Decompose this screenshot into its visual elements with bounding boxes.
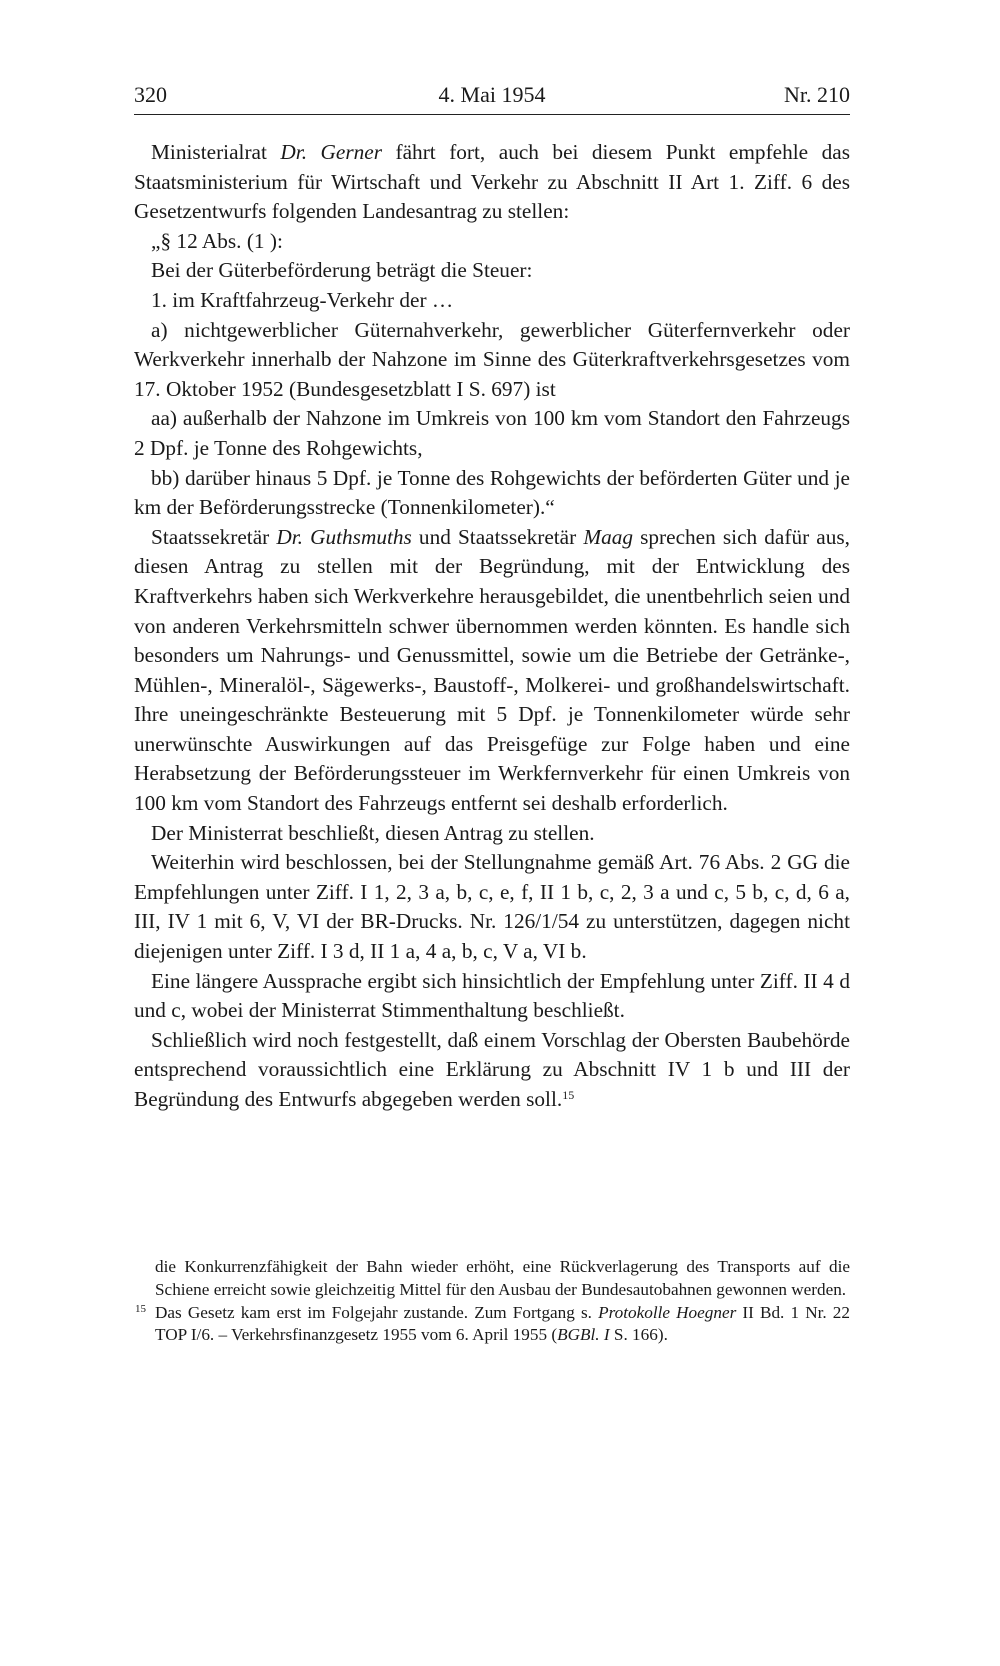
footnote-number: 15 bbox=[135, 1302, 146, 1315]
quote-line: 1. im Kraftfahrzeug-Verkehr der … bbox=[151, 287, 454, 312]
footnote-continuation: die Konkurrenzfähigkeit der Bahn wieder erhöht, eine Rückverlagerung des Transports auf die Schiene erreicht sowie gleichzeitig Mittel für den Ausbau der Bundesautobahnen gewonnen werden. bbox=[155, 1257, 850, 1299]
text-run: Staatssekretär bbox=[151, 524, 277, 549]
text-run: Schließlich wird noch festgestellt, daß einem Vorschlag der Obersten Baubehörde entsprechend voraussichtlich eine Erklärung zu Abschnitt IV 1 b und III der Begründung des Entwurfs abgegeben werden soll. bbox=[134, 1027, 850, 1111]
quote-line: Bei der Güterbeförderung beträgt die Steuer: bbox=[151, 258, 533, 283]
footnote-reference[interactable]: 15 bbox=[562, 1087, 575, 1102]
citation-title: Protokolle Hoegner bbox=[598, 1302, 737, 1322]
page-number: 320 bbox=[134, 82, 167, 107]
quote-item-bb: bb) darüber hinaus 5 Dpf. je Tonne des Rohgewichts der beförderten Güter und je km der Beförderungsstrecke (Tonnenkilometer).“ bbox=[134, 465, 850, 520]
footnote-text bbox=[155, 1302, 850, 1348]
running-header bbox=[134, 80, 850, 110]
footnotes bbox=[135, 1256, 850, 1347]
quote-line: „§ 12 Abs. (1 ): bbox=[151, 228, 283, 253]
text-run: sprechen sich dafür aus, diesen Antrag zu stellen mit der Begründung, mit der Entwicklung des Kraftverkehrs haben sich Werkverkehre herausgebildet, die unentbehrlich seien und von anderen Verkehrsmitteln schwer übernommen werden könnten. Es handle sich besonders um Nahrungs- und Genussmittel, sowie um die Betriebe der Getränke-, Mühlen-, Mineralöl-, Sägewerks-, Baustoff-, Molkerei- und großhandelswirtschaft. Ihre uneingeschränkte Besteuerung mit 5 Dpf. je Tonnenkilometer würde sehr unerwünschte Auswirkungen auf das Preisgefüge zur Folge haben und eine Herabsetzung der Beförderungssteuer im Werkfernverkehr für einen Umkreis von 100 km vom Standort des Fahrzeugs entfernt sei deshalb erforderlich. bbox=[134, 524, 851, 816]
quote-item-a: a) nichtgewerblicher Güternahverkehr, gewerblicher Güterfernverkehr oder Werkverkehr innerhalb der Nahzone im Sinne des Güterkraftverkehrsgesetzes vom 17. Oktober 1952 (Bundesgesetzblatt I S. 697) ist bbox=[134, 317, 850, 401]
paragraph-stellungnahme: Weiterhin wird beschlossen, bei der Stellungnahme gemäß Art. 76 Abs. 2 GG die Empfehlungen unter Ziff. I 1, 2, 3 a, b, c, e, f, II 1 b, c, 2, 3 a und c, 5 b, c, d, 6 a, III, IV 1 mit 6, V, VI der BR-Drucks. Nr. 126/1/54 zu unterstützen, dagegen nicht diejenigen unter Ziff. I 3 d, II 1 a, 4 a, b, c, V a, VI b. bbox=[134, 850, 850, 964]
text-run: und Staatssekretär bbox=[411, 524, 584, 549]
text-run: Ministerialrat bbox=[151, 140, 281, 164]
person-name: Dr. Gerner bbox=[280, 140, 383, 164]
footnote-15 bbox=[135, 1302, 850, 1348]
text-run: II Bd. 1 Nr. 22 TOP I/6. – Verkehrsfinanzgesetz 1955 vom 6. April 1955 ( bbox=[155, 1302, 850, 1345]
header-date: 4. Mai 1954 bbox=[438, 82, 546, 107]
header-issue-number: Nr. 210 bbox=[784, 82, 850, 107]
paragraph-gerner bbox=[134, 138, 850, 227]
quote-item-aa: aa) außerhalb der Nahzone im Umkreis von 100 km vom Standort den Fahrzeugs 2 Dpf. je Tonne des Rohgewichts, bbox=[134, 406, 850, 460]
text-run: fährt fort, auch bei diesem Punkt empfehle das Staatsministerium für Wirtschaft und Verkehr zu Abschnitt II Art 1. Ziff. 6 des Gesetzentwurfs folgenden Landesantrag zu stellen: bbox=[134, 140, 850, 224]
person-name: Maag bbox=[583, 524, 634, 549]
paragraph-aussprache: Eine längere Aussprache ergibt sich hinsichtlich der Empfehlung unter Ziff. II 4 d und c, wobei der Ministerrat Stimmenthaltung beschließt. bbox=[134, 968, 850, 1023]
person-name: Dr. Guthsmuths bbox=[276, 524, 412, 549]
text-run: S. 166). bbox=[609, 1325, 668, 1345]
paragraph-schluss bbox=[134, 1026, 850, 1115]
paragraph-beschluss: Der Ministerrat beschließt, diesen Antrag zu stellen. bbox=[151, 820, 595, 845]
header-rule bbox=[134, 114, 850, 115]
citation-title: BGBl. I bbox=[557, 1325, 610, 1345]
paragraph-staatssekretaere bbox=[134, 523, 850, 819]
text-run: Das Gesetz kam erst im Folgejahr zustande. Zum Fortgang s. bbox=[155, 1302, 599, 1322]
main-text bbox=[134, 138, 850, 1115]
